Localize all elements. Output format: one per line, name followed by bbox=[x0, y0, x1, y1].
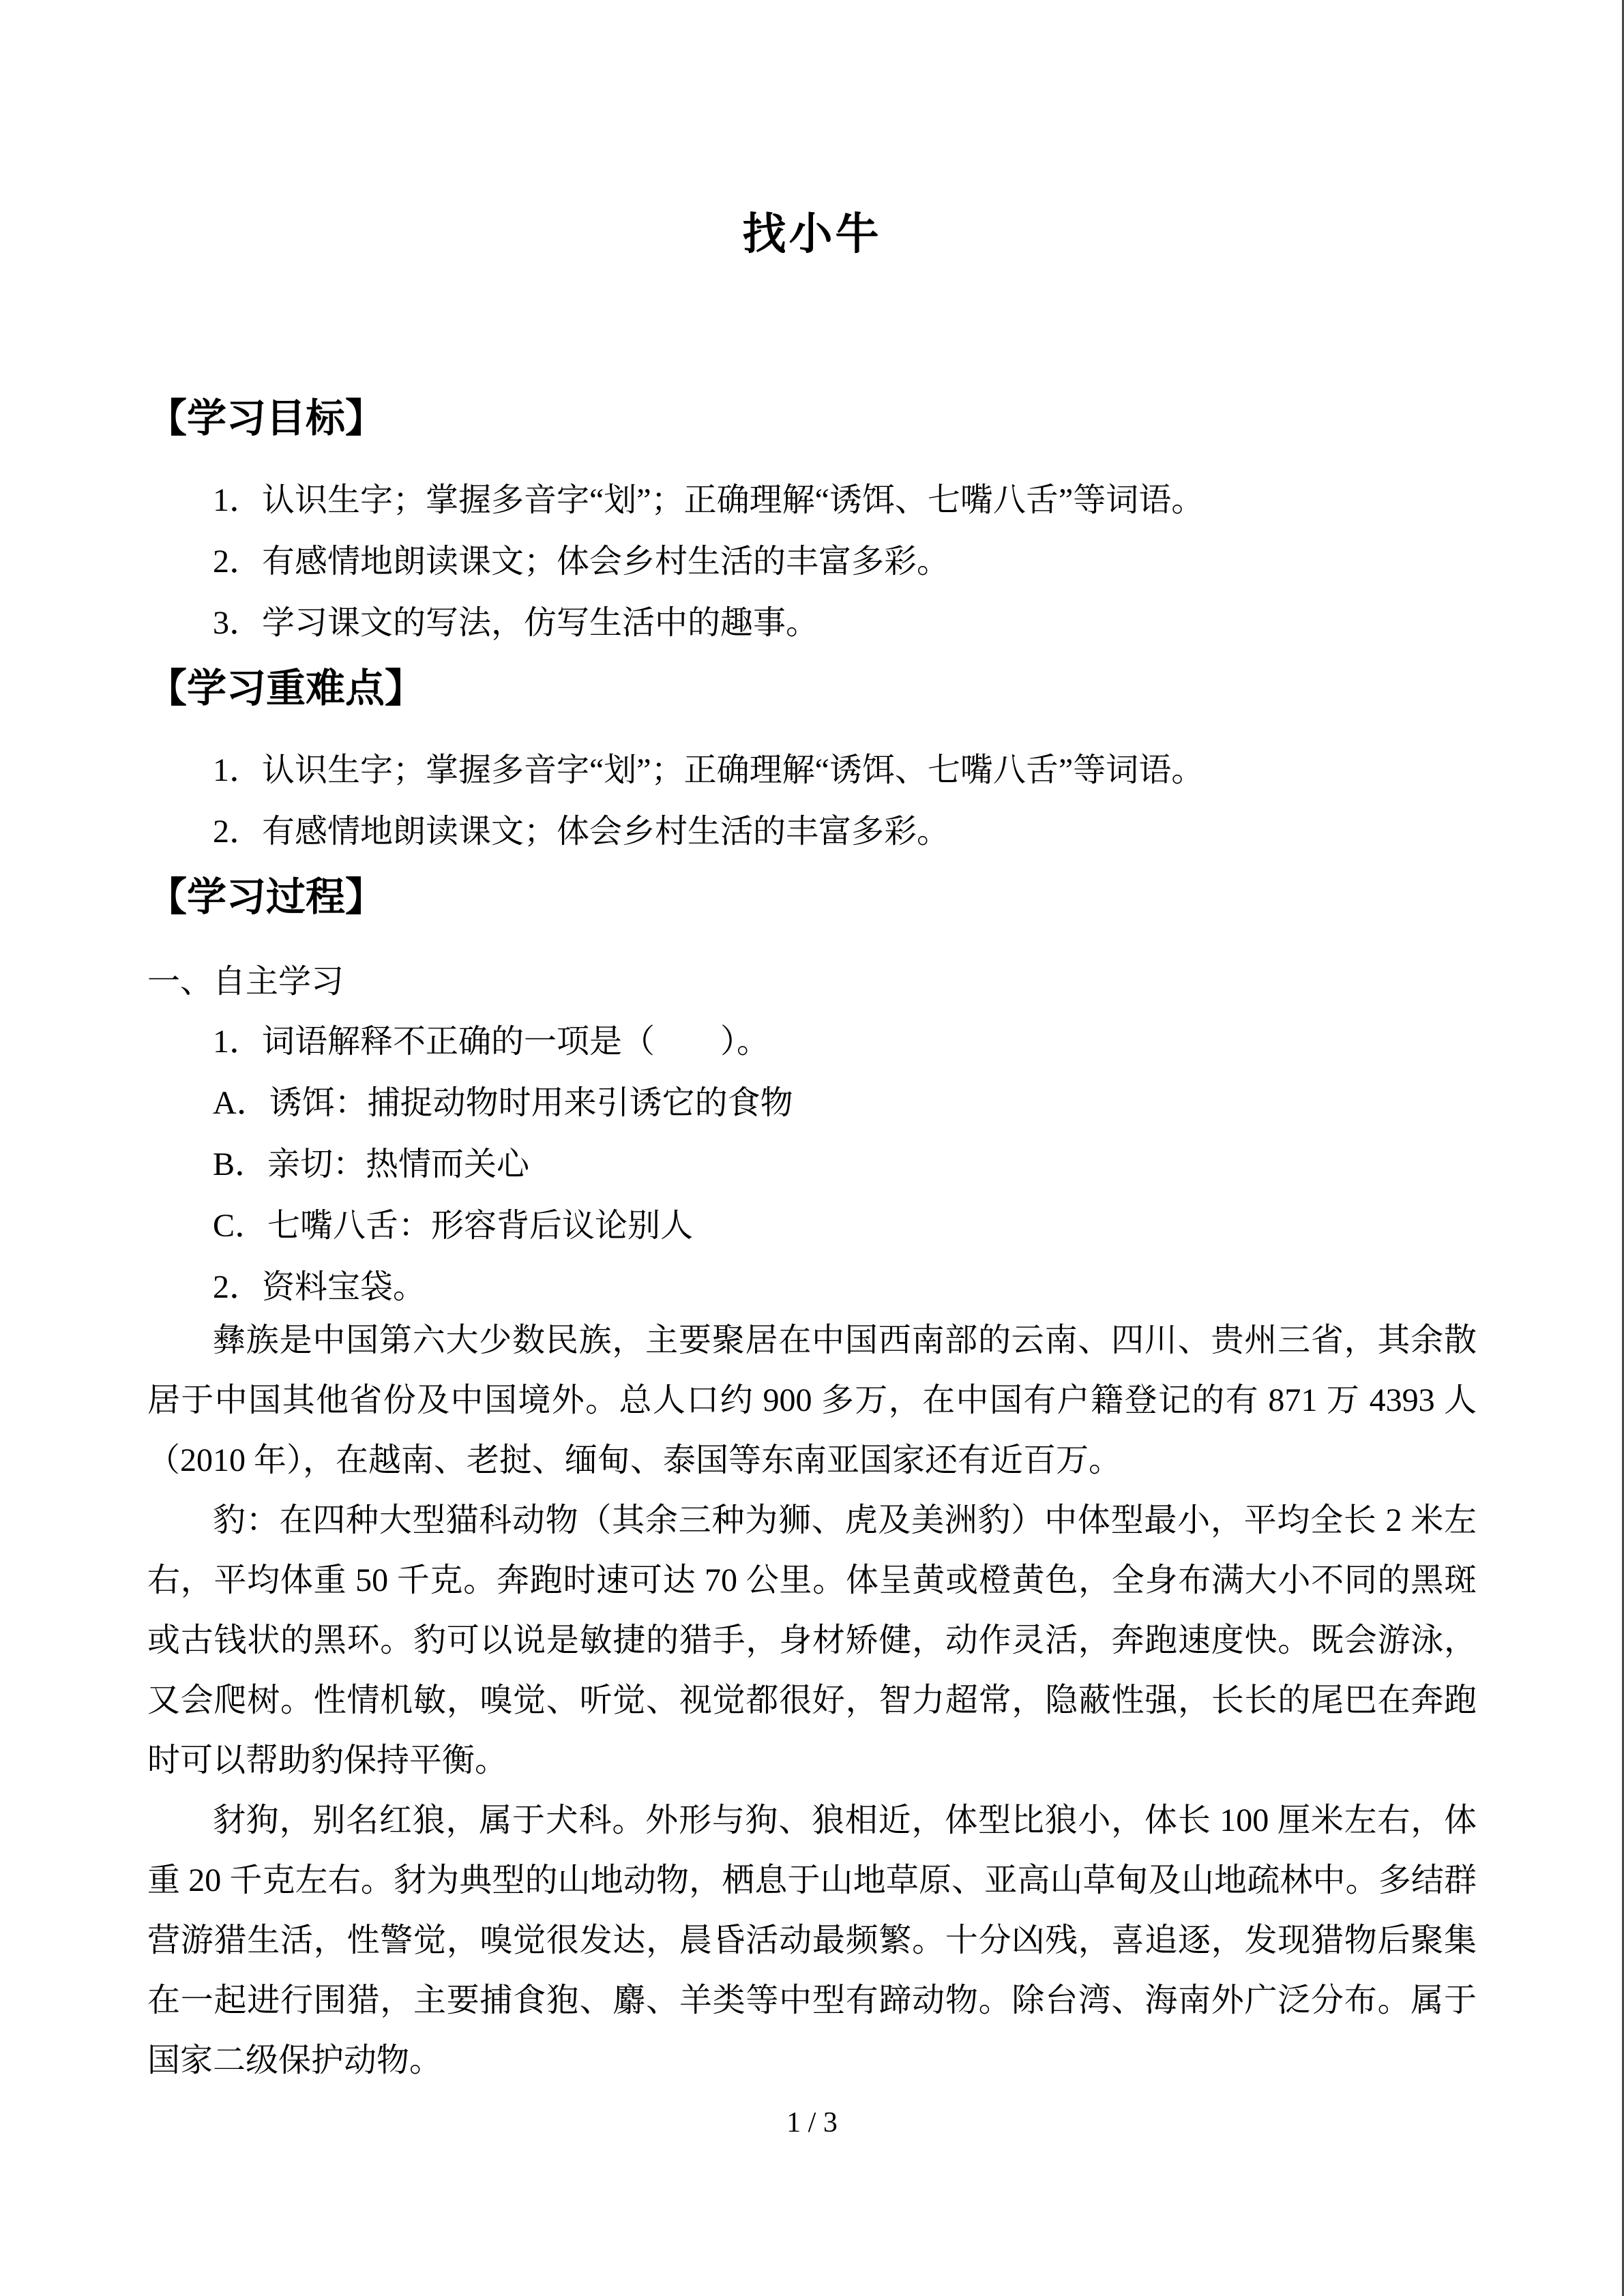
objective-item: 2．有感情地朗读课文；体会乡村生活的丰富多彩。 bbox=[213, 543, 950, 580]
objective-item: 1．认识生字；掌握多音字“划”；正确理解“诱饵、七嘴八舌”等词语。 bbox=[213, 482, 1205, 518]
key-point-item: 1．认识生字；掌握多音字“划”；正确理解“诱饵、七嘴八舌”等词语。 bbox=[213, 752, 1205, 788]
paragraph-bao: 豹：在四种大型猫科动物（其余三种为狮、虎及美洲豹）中体型最小，平均全长 2 米左右，平均体重 50 千克。奔跑时速可达 70 公里。体呈黄或橙黄色，全身布满大小不同的黑斑或古钱状的黑环。豹可以说是敏捷的猎手，身材矫健，动作灵活，奔跑速度快。既会游泳，又会爬树。性情机敏，嗅觉、听觉、视觉都很好，智力超常，隐蔽性强，长长的尾巴在奔跑时可以帮助豹保持平衡。 bbox=[147, 1502, 1477, 1778]
option-c: C．七嘴八舌：形容背后议论别人 bbox=[213, 1208, 694, 1244]
key-points-list bbox=[147, 750, 1477, 852]
objective-item: 3．学习课文的写法，仿写生活中的趣事。 bbox=[213, 605, 819, 641]
self-study-section-title: 一、自主学习 bbox=[147, 964, 344, 1000]
objectives-heading: 【学习目标】 bbox=[147, 396, 385, 441]
paragraph-yizu: 彝族是中国第六大少数民族，主要聚居在中国西南部的云南、四川、贵州三省，其余散居于中国其他省份及中国境外。总人口约 900 多万，在中国有户籍登记的有 871 万 4393 人（2010 年），在越南、老挝、缅甸、泰国等东南亚国家还有近百万。 bbox=[147, 1322, 1477, 1478]
paragraph-chaigou: 豺狗，别名红狼，属于犬科。外形与狗、狼相近，体型比狼小，体长 100 厘米左右，体重 20 千克左右。豺为典型的山地动物，栖息于山地草原、亚高山草甸及山地疏林中。多结群营游猎生活，性警觉，嗅觉很发达，晨昏活动最频繁。十分凶残，喜追逐，发现猎物后聚集在一起进行围猎，主要捕食狍、麝、羊类等中型有蹄动物。除台湾、海南外广泛分布。属于国家二级保护动物。 bbox=[147, 1802, 1477, 2078]
document-content bbox=[0, 209, 1624, 2140]
page-title: 找小牛 bbox=[742, 210, 882, 258]
page-number: 1 / 3 bbox=[786, 2107, 838, 2138]
reference-material bbox=[147, 1311, 1477, 2091]
material-bag-title: 2．资料宝袋。 bbox=[213, 1269, 426, 1305]
key-point-item: 2．有感情地朗读课文；体会乡村生活的丰富多彩。 bbox=[213, 814, 950, 850]
option-a: A．诱饵：捕捉动物时用来引诱它的食物 bbox=[213, 1085, 793, 1121]
option-b: B．亲切：热情而关心 bbox=[213, 1146, 530, 1182]
key-points-heading: 【学习重难点】 bbox=[147, 666, 425, 711]
objectives-list bbox=[147, 480, 1477, 644]
process-heading: 【学习过程】 bbox=[147, 875, 385, 919]
question-1: 1．词语解释不正确的一项是（ ）。 bbox=[213, 1024, 770, 1060]
